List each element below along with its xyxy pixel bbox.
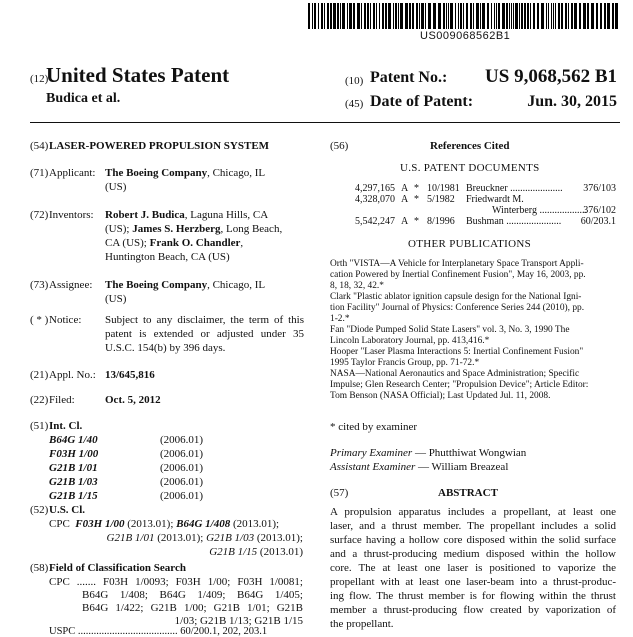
intcl-class: G21B 1/01 [49, 462, 98, 474]
ref-name: Friedwardt M. [466, 194, 524, 205]
cpc-class-1: F03H 1/00 [75, 518, 125, 530]
cpc-year-1: (2013.01); [124, 518, 177, 530]
inventor-2-location: , Long Beach, [220, 223, 283, 235]
intcl-class: B64G 1/40 [49, 434, 98, 446]
barcode-bar [398, 3, 399, 29]
notice-line-2: patent is extended or adjusted under 35 [105, 328, 304, 340]
cpc-year-3: (2013.01); [154, 532, 207, 544]
primary-examiner-label: Primary Examiner [330, 447, 413, 459]
barcode-bar [340, 3, 341, 29]
ref-number: 5,542,247 [355, 216, 395, 227]
assignee-line-1 [105, 278, 265, 292]
intcl-class: F03H 1/00 [49, 448, 99, 460]
barcode-bar [308, 3, 310, 29]
field-label: Field of Classification Search [49, 562, 186, 574]
applicant-code: (71) [30, 167, 49, 179]
barcode-bar [425, 3, 426, 29]
refs-code: (56) [330, 140, 349, 152]
cpc-class-5: G21B 1/15 [209, 546, 258, 558]
abstract-line: member a thrust-producing flow created by vaporization of [330, 604, 616, 616]
patent-date: Jun. 30, 2015 [527, 93, 617, 110]
intcl-year: (2006.01) [160, 462, 204, 474]
abstract-line: and a thrust-producing medium disposed within the hollow [330, 548, 616, 560]
cpc-line-1 [49, 517, 279, 531]
ref-class: 60/203.1 [580, 216, 616, 227]
intcl-year: (2006.01) [160, 448, 204, 460]
abstract-label: ABSTRACT [438, 487, 498, 499]
abstract-code: (57) [330, 487, 349, 499]
barcode-bar [515, 3, 518, 29]
barcode-bar [337, 3, 339, 29]
ref-date: 8/1996 [427, 216, 455, 227]
inventor-3-location: , [240, 237, 244, 249]
barcode-bar [591, 3, 594, 29]
barcode-bar [405, 3, 408, 29]
barcode-bar [473, 3, 474, 29]
barcode-bar [487, 3, 489, 29]
barcode-bar [376, 3, 377, 29]
publication-line: 1-2.* [330, 314, 350, 324]
barcode-bar [537, 3, 539, 29]
barcode-bar [615, 3, 618, 29]
header-divider [30, 122, 620, 123]
barcode-bar [324, 3, 325, 29]
ref-name: Bushman ...................... [466, 216, 562, 227]
barcode-bar [385, 3, 387, 29]
filed-date: Oct. 5, 2012 [105, 394, 161, 406]
barcode-bar [419, 3, 420, 29]
inventors-line-1 [105, 208, 268, 222]
ref-star: * [414, 183, 419, 194]
patent-authors: Budica et al. [46, 91, 121, 106]
barcode-bar [568, 3, 569, 29]
barcode-bar [379, 3, 380, 29]
inventors-label: Inventors: [49, 209, 94, 221]
cpc-line-2 [107, 531, 304, 545]
barcode-bar [524, 3, 526, 29]
ref-class: 376/102 [583, 205, 616, 216]
barcode-bar [458, 3, 459, 29]
ref-date: 10/1981 [427, 183, 460, 194]
cpc-year-5: (2013.01) [257, 546, 303, 558]
barcode-bar [604, 3, 606, 29]
publication-line: Fan "Diode Pumped Solid State Lasers" vol. 3, No. 3, 1990 The [330, 325, 570, 335]
barcode-bar [600, 3, 602, 29]
ref-name: Winterberg ................... [492, 205, 587, 216]
fcs-line-1: CPC ....... F03H 1/0093; F03H 1/00; F03H 1/0081; [49, 576, 303, 588]
barcode-bar [558, 3, 560, 29]
notice-code: ( * ) [30, 314, 49, 326]
barcode-bar [480, 3, 481, 29]
publication-line: Tom Benson (NASA Official); Last Updated Jul. 11, 2008. [330, 391, 551, 401]
barcode-bar [494, 3, 495, 29]
publication-line: 8, 18, 32, 42.* [330, 281, 384, 291]
publication-line: 1995 Taylor Francis Group, pp. 71-72.* [330, 358, 480, 368]
ref-kind: A [401, 183, 409, 194]
notice-label: Notice: [49, 314, 82, 326]
barcode-bar [433, 3, 436, 29]
barcode-bar [511, 3, 512, 29]
barcode-bar [393, 3, 394, 29]
ref-kind: A [401, 194, 409, 205]
uspc-line: USPC ...................................... 60/200.1, 202, 203.1 [49, 626, 268, 637]
intcl-year: (2006.01) [160, 490, 204, 502]
barcode-bar [571, 3, 573, 29]
cpc-year-4: (2013.01); [254, 532, 303, 544]
inventors-code: (72) [30, 209, 49, 221]
barcode-bar [541, 3, 544, 29]
barcode-bar [395, 3, 397, 29]
barcode-bar [421, 3, 424, 29]
code-45: (45) [345, 98, 364, 110]
barcode-bar [482, 3, 485, 29]
inventor-3-name: Frank O. Chandler [149, 237, 241, 249]
refs-label: References Cited [430, 140, 510, 152]
barcode-bar [443, 3, 445, 29]
patent-type: United States Patent [46, 63, 230, 87]
publication-line: Lincoln Laboratory Journal, pp. 413,416.* [330, 336, 490, 346]
barcode-bar [416, 3, 418, 29]
barcode-bar [565, 3, 567, 29]
abstract-line: propellant with at least one laser-beam into a thrust-produc- [330, 576, 616, 588]
notice-line-3: U.S.C. 154(b) by 396 days. [105, 342, 226, 354]
barcode-bar [513, 3, 514, 29]
ref-number: 4,328,070 [355, 194, 395, 205]
uscl-code: (52) [30, 504, 49, 516]
publication-line: NASA—National Aeronautics and Space Administration; Specific [330, 369, 580, 379]
ref-date: 5/1982 [427, 194, 455, 205]
barcode-bar [455, 3, 456, 29]
assignee-location: , Chicago, IL [207, 279, 266, 291]
barcode-bar [551, 3, 552, 29]
barcode-bar [347, 3, 348, 29]
assistant-examiner [330, 460, 508, 474]
barcode-bar [509, 3, 510, 29]
barcode-bar [553, 3, 554, 29]
barcode-bar [428, 3, 431, 29]
patent-no-label: Patent No.: [370, 69, 448, 86]
intcl-year: (2006.01) [160, 476, 204, 488]
inventor-1-name: Robert J. Budica [105, 209, 185, 221]
barcode-bar [370, 3, 371, 29]
intcl-label: Int. Cl. [49, 420, 83, 432]
assignee-name: The Boeing Company [105, 279, 208, 291]
barcode-bar [364, 3, 366, 29]
barcode-bar [446, 3, 447, 29]
barcode-bar [533, 3, 535, 29]
intcl-class: G21B 1/03 [49, 476, 98, 488]
barcode-bar [476, 3, 479, 29]
cpc-class-4: G21B 1/03 [206, 532, 255, 544]
abstract-line: laser, and a thrust member. The propellant includes a solid [330, 520, 616, 532]
inventor-2-name: James S. Herzberg [132, 223, 221, 235]
intcl-class: G21B 1/15 [49, 490, 98, 502]
barcode-bar [596, 3, 598, 29]
barcode-bar [463, 3, 464, 29]
barcode-bar [333, 3, 336, 29]
barcode-bar [409, 3, 411, 29]
date-label: Date of Patent: [370, 93, 474, 110]
ref-kind: A [401, 216, 409, 227]
applicant-location: , Chicago, IL [207, 167, 266, 179]
applicant-name: The Boeing Company [105, 167, 208, 179]
barcode-bar [361, 3, 362, 29]
barcode-bar [382, 3, 384, 29]
barcode-bar [400, 3, 403, 29]
publication-line: cation Powered by Inertial Confinement Fusion", May 16, 2003, pp. [330, 270, 586, 280]
inventors-line-3 [105, 236, 243, 250]
barcode-bar [314, 3, 316, 29]
applicant-label: Applicant: [49, 167, 96, 179]
barcode-bar [506, 3, 508, 29]
fcs-line-3: B64G 1/422; G21B 1/00; G21B 1/01; G21B [82, 602, 303, 614]
inventors-line-4: Huntington Beach, CA (US) [105, 251, 230, 263]
cpc-label: CPC [49, 518, 70, 530]
barcode-bar [357, 3, 360, 29]
fcs-line-4: 1/03; G21B 1/13; G21B 1/15 [174, 615, 303, 627]
barcode-bar [546, 3, 547, 29]
title-code: (54) [30, 140, 49, 152]
primary-examiner-name: — Phutthiwat Wongwian [412, 447, 527, 459]
barcode-bar [349, 3, 352, 29]
barcode-bar [521, 3, 523, 29]
appl-number: 13/645,816 [105, 369, 155, 381]
ref-name: Breuckner ..................... [466, 183, 563, 194]
filed-label: Filed: [49, 394, 75, 406]
inventor-2-country: CA (US); [105, 237, 150, 249]
notice-line-1: Subject to any disclaimer, the term of this [105, 314, 304, 326]
publication-line: Clark "Plastic ablator ignition capsule design for the National Igni- [330, 292, 582, 302]
publication-line: tion Facility" Journal of Physics: Conference Series 244 (2010), pp. [330, 303, 585, 313]
barcode-bar [530, 3, 531, 29]
barcode-bar [438, 3, 441, 29]
inventors-line-2 [105, 222, 282, 236]
intcl-year: (2006.01) [160, 434, 204, 446]
abstract-line: surface having a hollow core disposed within the solid surface [330, 534, 616, 546]
barcode-bar [353, 3, 355, 29]
abstract-line: core. The at least one laser is positioned to vaporize the [330, 562, 616, 574]
barcode-bar [466, 3, 468, 29]
appl-label: Appl. No.: [49, 369, 96, 381]
uscl-label: U.S. Cl. [49, 504, 86, 516]
patent-number: US 9,068,562 B1 [485, 66, 617, 87]
applicant-line-1 [105, 166, 265, 180]
cpc-class-3: G21B 1/01 [106, 532, 155, 544]
publication-line: Orth "VISTA—A Vehicle for Interplanetary Space Transport Appli- [330, 259, 584, 269]
barcode-bar [330, 3, 332, 29]
assignee-code: (73) [30, 279, 49, 291]
us-docs-label: U.S. PATENT DOCUMENTS [400, 162, 540, 174]
filed-code: (22) [30, 394, 49, 406]
inventor-1-location: , Laguna Hills, CA [184, 209, 269, 221]
barcode-number: US009068562B1 [420, 30, 511, 42]
assistant-examiner-name: — William Breazeal [415, 461, 509, 473]
barcode-bar [498, 3, 500, 29]
barcode-bar [412, 3, 414, 29]
code-12: (12) [30, 73, 49, 85]
ref-star: * [414, 194, 419, 205]
barcode-bar [491, 3, 492, 29]
barcode-bar [450, 3, 453, 29]
primary-examiner [330, 446, 526, 460]
publication-line: Impulse; Glen Research Center; "Propulsion Device"; Article Editor: [330, 380, 589, 390]
appl-code: (21) [30, 369, 49, 381]
barcode-bar [388, 3, 391, 29]
barcode-bar [502, 3, 505, 29]
abstract-line: ing flow. The thrust member is for flowing within the thrust [330, 590, 616, 602]
barcode-bar [579, 3, 581, 29]
barcode-bar [496, 3, 497, 29]
barcode-bar [587, 3, 589, 29]
barcode-bar [367, 3, 369, 29]
other-pubs-label: OTHER PUBLICATIONS [408, 238, 532, 250]
cpc-year-2: (2013.01); [230, 518, 280, 530]
ref-star: * [414, 216, 419, 227]
barcode-bar [318, 3, 319, 29]
barcode-bar [373, 3, 375, 29]
field-code: (58) [30, 562, 49, 574]
barcode-bar [460, 3, 462, 29]
barcode-bar [548, 3, 549, 29]
assistant-examiner-label: Assistant Examiner [330, 461, 416, 473]
barcode-bar [612, 3, 614, 29]
abstract-line: the propellant. [330, 618, 394, 630]
publication-line: Hooper "Laser Plasma Interactions 5: Inertial Confinement Fusion" [330, 347, 584, 357]
assignee-label: Assignee: [49, 279, 93, 291]
cpc-line-3 [209, 545, 303, 559]
inventor-1-country: (US); [105, 223, 133, 235]
fcs-line-2: B64G 1/408; B64G 1/409; B64G 1/405; [82, 589, 303, 601]
barcode-bar [470, 3, 472, 29]
barcode [308, 3, 620, 29]
abstract-line: A propulsion apparatus includes a propellant, at least one [330, 506, 616, 518]
barcode-bar [583, 3, 586, 29]
cpc-class-2: B64G 1/408 [176, 518, 231, 530]
barcode-bar [312, 3, 313, 29]
ref-class: 376/103 [583, 183, 616, 194]
barcode-bar [321, 3, 323, 29]
barcode-bar [342, 3, 345, 29]
applicant-line-2: (US) [105, 181, 127, 193]
ref-number: 4,297,165 [355, 183, 395, 194]
barcode-bar [574, 3, 577, 29]
cited-by-examiner: * cited by examiner [330, 421, 418, 433]
barcode-bar [327, 3, 329, 29]
barcode-bar [527, 3, 529, 29]
patent-title: LASER-POWERED PROPULSION SYSTEM [49, 140, 270, 152]
barcode-bar [448, 3, 449, 29]
barcode-bar [519, 3, 520, 29]
barcode-bar [561, 3, 563, 29]
barcode-bar [555, 3, 556, 29]
intcl-code: (51) [30, 420, 49, 432]
code-10: (10) [345, 75, 364, 87]
assignee-line-2: (US) [105, 293, 127, 305]
barcode-bar [607, 3, 610, 29]
